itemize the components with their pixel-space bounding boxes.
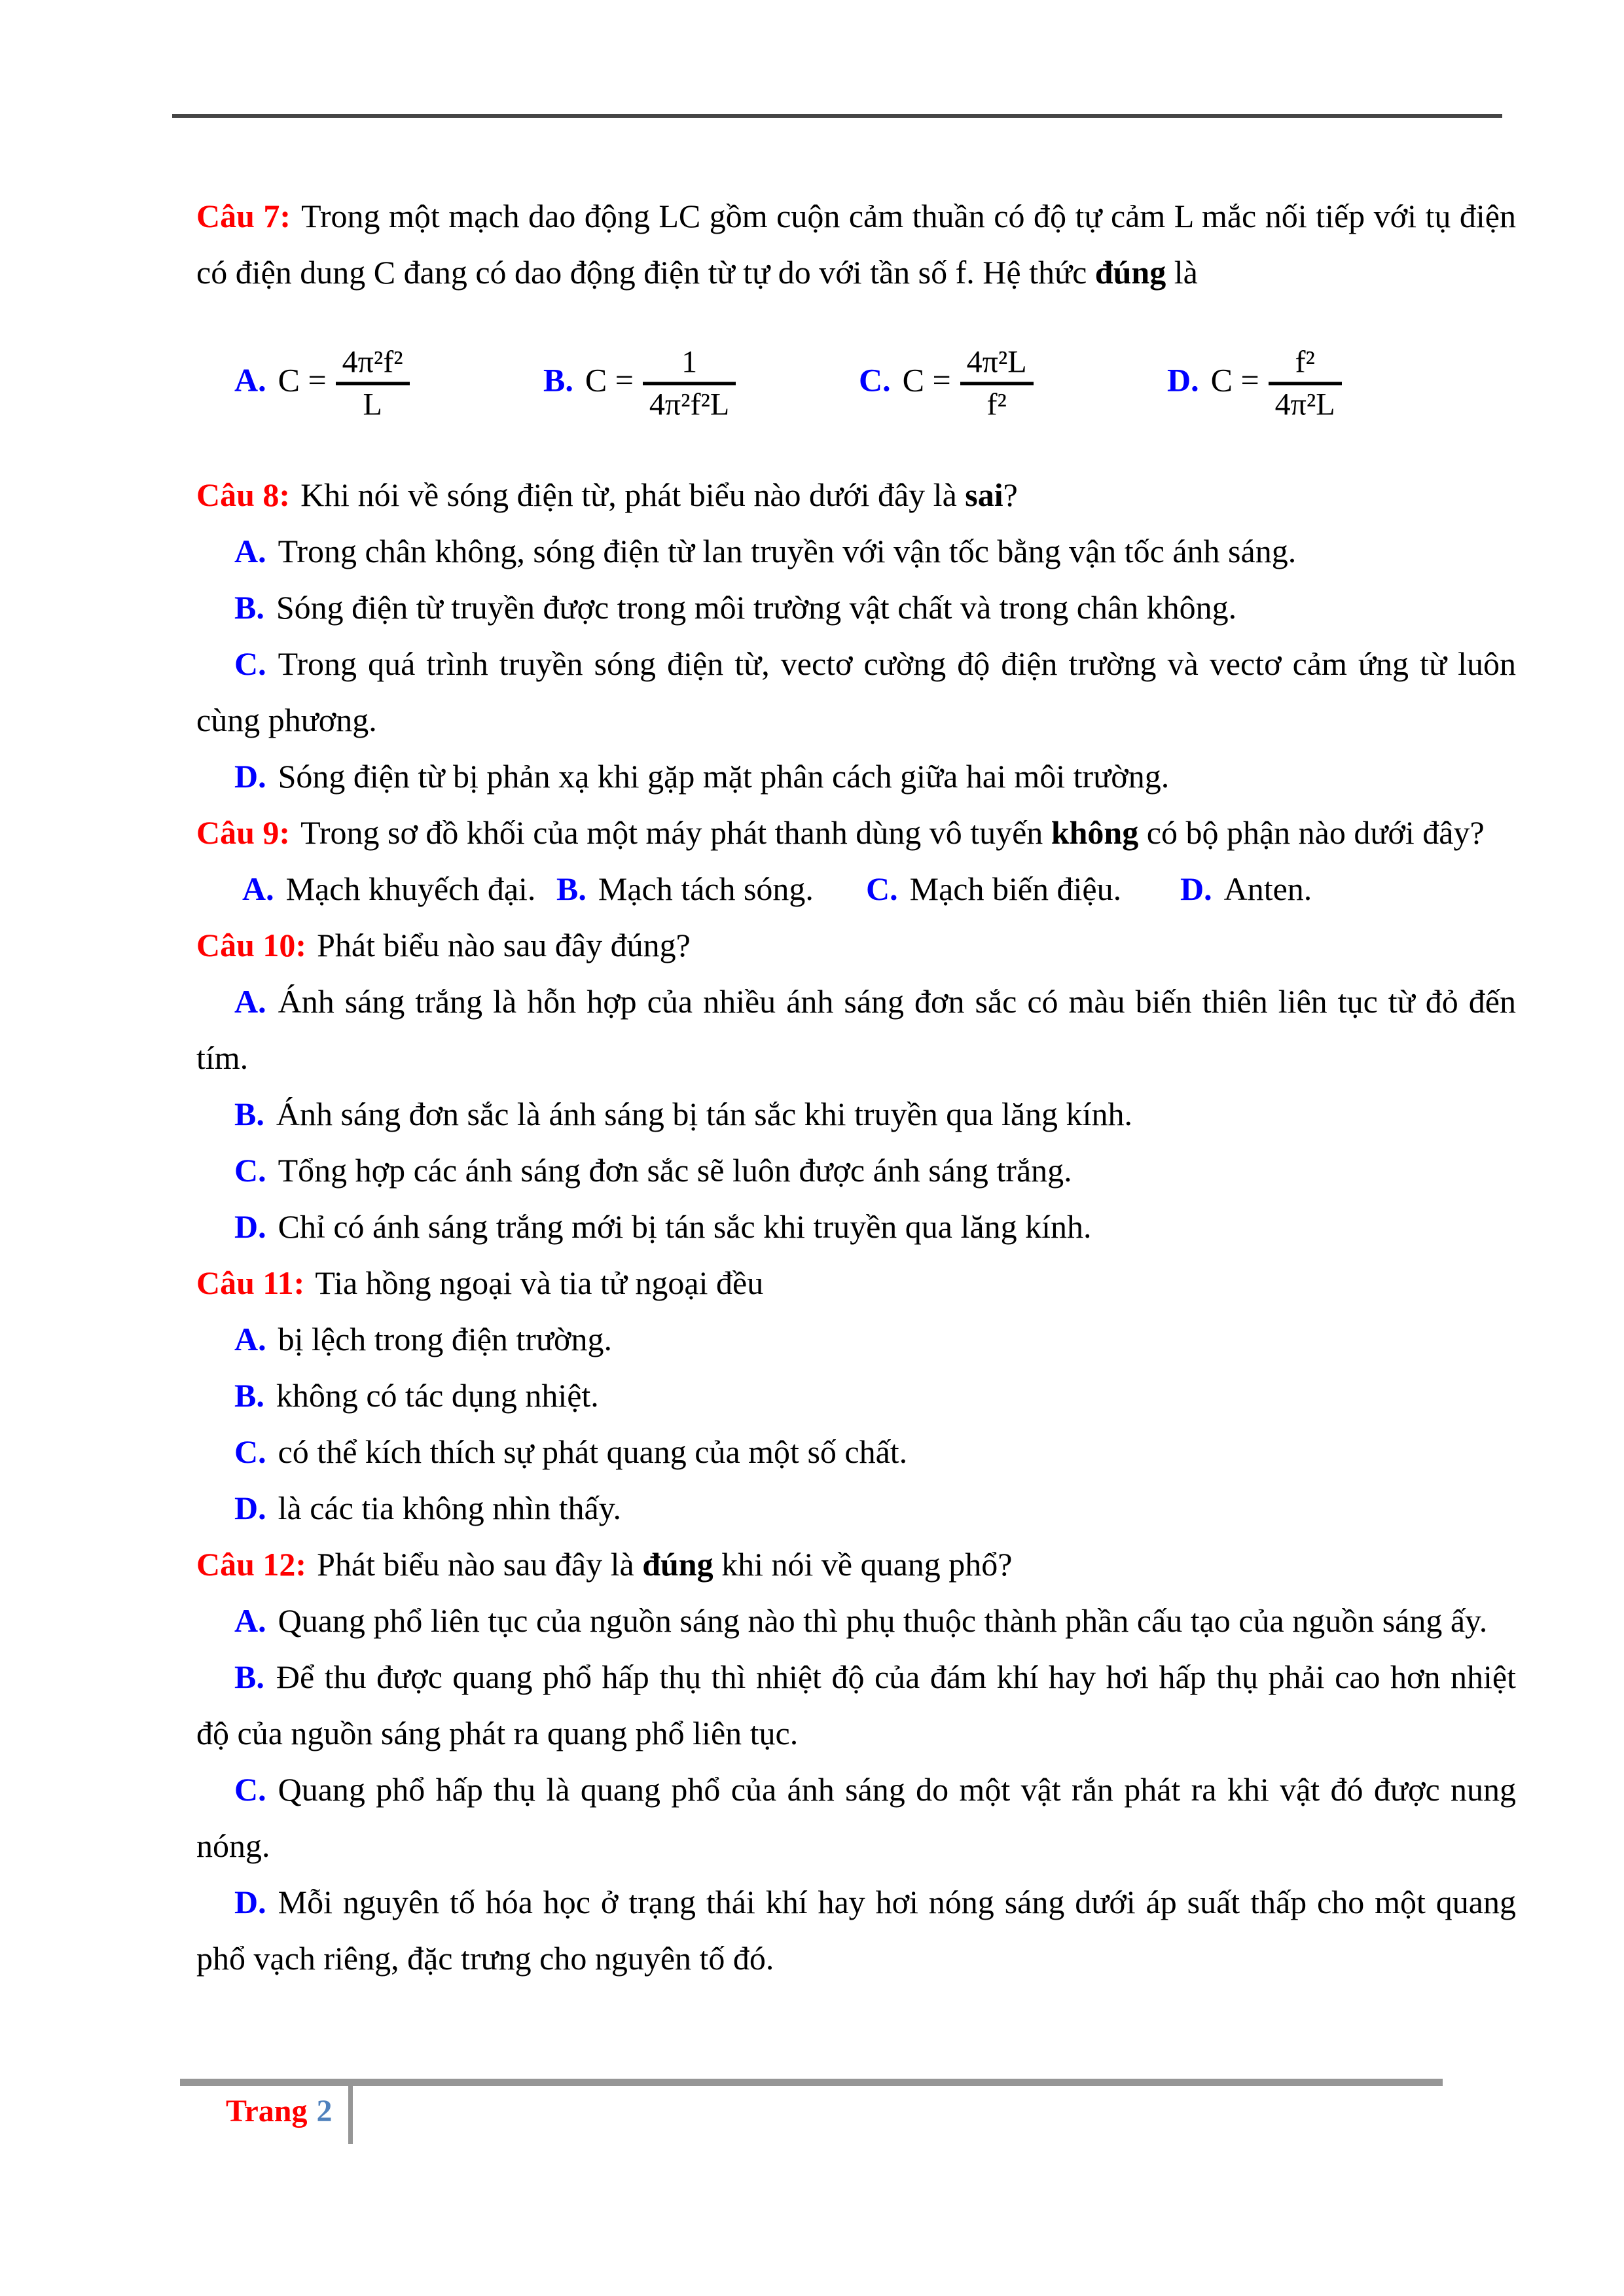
question-text — [196, 1536, 1516, 1592]
option-c — [196, 636, 1516, 748]
option-text: Ánh sáng trắng là hỗn hợp của nhiều ánh sáng đơn sắc có màu biến thiên liên tục từ đỏ đến tím. — [196, 983, 1516, 1076]
fraction-denominator: 4π²f²L — [643, 382, 736, 425]
option-text: Mạch khuyếch đại. — [285, 870, 536, 907]
option-text: Quang phổ liên tục của nguồn sáng nào thì phụ thuộc thành phần cấu tạo của nguồn sáng ấy. — [278, 1602, 1488, 1639]
option-letter: B. — [234, 589, 264, 626]
option-letter: C. — [234, 1771, 266, 1808]
option-letter: A. — [234, 983, 266, 1020]
exam-content — [196, 188, 1516, 1986]
option-b — [196, 579, 1516, 636]
option-c — [196, 1761, 1516, 1874]
option-b — [196, 1086, 1516, 1142]
option-letter: A. — [234, 533, 266, 569]
option-c — [859, 343, 1034, 425]
fraction-numerator: 1 — [681, 344, 698, 380]
option-text: Chỉ có ánh sáng trắng mới bị tán sắc khi truyền qua lăng kính. — [278, 1208, 1092, 1245]
fraction-numerator: 4π²L — [966, 344, 1027, 380]
question-11 — [196, 1255, 1516, 1536]
header-rule — [172, 114, 1502, 118]
fraction-denominator: L — [336, 382, 410, 425]
option-text: là các tia không nhìn thấy. — [278, 1490, 621, 1526]
formula-lhs: C = — [902, 361, 951, 399]
question-body-after: có bộ phận nào dưới đây? — [1138, 814, 1485, 851]
question-text — [196, 1255, 1516, 1311]
option-a — [234, 343, 410, 425]
question-label: Câu 9: — [196, 814, 291, 851]
option-c — [866, 861, 1121, 917]
option-c — [196, 1424, 1516, 1480]
option-b — [543, 343, 736, 425]
option-letter: A. — [234, 1321, 266, 1357]
formula-lhs: C = — [585, 361, 634, 399]
option-letter: D. — [234, 758, 266, 795]
fraction — [643, 343, 736, 425]
option-letter: B. — [234, 1377, 264, 1414]
option-a — [196, 523, 1516, 579]
formula-lhs: C = — [1210, 361, 1259, 399]
inline-options-row — [196, 861, 1516, 917]
option-letter: C. — [234, 645, 266, 682]
option-d — [196, 1874, 1516, 1986]
option-text: Sóng điện từ truyền được trong môi trường vật chất và trong chân không. — [276, 589, 1237, 626]
question-bold-word: đúng — [642, 1546, 713, 1583]
option-d — [196, 1480, 1516, 1536]
question-body-after: ? — [1003, 476, 1018, 513]
question-10 — [196, 917, 1516, 1255]
option-a — [196, 973, 1516, 1086]
option-text: Mạch tách sóng. — [598, 870, 814, 907]
question-body: Trong một mạch dao động LC gồm cuộn cảm thuần có độ tự cảm L mắc nối tiếp với tụ điện có điện dung C đang có dao động điện từ tự do với tần số f. Hệ thức — [196, 198, 1516, 291]
option-text: Trong chân không, sóng điện từ lan truyền với vận tốc bằng vận tốc ánh sáng. — [278, 533, 1297, 569]
option-d — [1167, 343, 1342, 425]
option-text: Anten. — [1223, 870, 1312, 907]
question-body: Khi nói về sóng điện từ, phát biểu nào dưới đây là — [300, 476, 965, 513]
question-text — [196, 804, 1516, 861]
option-b — [196, 1367, 1516, 1424]
option-c — [196, 1142, 1516, 1198]
option-a — [196, 1592, 1516, 1649]
option-letter: A. — [234, 361, 266, 399]
option-text: Tổng hợp các ánh sáng đơn sắc sẽ luôn được ánh sáng trắng. — [278, 1152, 1072, 1189]
question-body-after: là — [1166, 254, 1198, 291]
option-letter: B. — [234, 1096, 264, 1132]
question-bold-word: sai — [965, 476, 1003, 513]
option-letter: A. — [234, 1602, 266, 1639]
option-letter: D. — [1167, 361, 1199, 399]
formula-lhs: C = — [278, 361, 327, 399]
option-text: bị lệch trong điện trường. — [278, 1321, 612, 1357]
page-number-value: 2 — [316, 2094, 333, 2128]
option-letter: B. — [543, 361, 573, 399]
option-letter: B. — [556, 870, 586, 907]
question-label: Câu 8: — [196, 476, 291, 513]
fraction — [1269, 343, 1342, 425]
question-label: Câu 11: — [196, 1265, 305, 1301]
fraction-denominator: f² — [960, 382, 1034, 425]
question-9 — [196, 804, 1516, 917]
option-letter: A. — [242, 870, 274, 907]
formula-options-row — [196, 300, 1516, 467]
question-bold-word: đúng — [1094, 254, 1166, 291]
option-text: Trong quá trình truyền sóng điện từ, vectơ cường độ điện trường và vectơ cảm ứng từ luôn cùng phương. — [196, 645, 1516, 738]
fraction — [960, 343, 1034, 425]
fraction-denominator: 4π²L — [1269, 382, 1342, 425]
option-text: không có tác dụng nhiệt. — [276, 1377, 599, 1414]
option-text: có thể kích thích sự phát quang của một số chất. — [278, 1433, 908, 1470]
question-label: Câu 7: — [196, 198, 291, 234]
option-letter: C. — [234, 1433, 266, 1470]
option-text: Quang phổ hấp thụ là quang phổ của ánh sáng do một vật rắn phát ra khi vật đó được nung nóng. — [196, 1771, 1516, 1864]
question-12 — [196, 1536, 1516, 1986]
page-number-label: Trang — [226, 2094, 308, 2128]
fraction — [336, 343, 410, 425]
question-bold-word: không — [1051, 814, 1139, 851]
question-text — [196, 188, 1516, 300]
option-letter: C. — [234, 1152, 266, 1189]
question-body-after: khi nói về quang phổ? — [713, 1546, 1013, 1583]
option-text: Sóng điện từ bị phản xạ khi gặp mặt phân cách giữa hai môi trường. — [278, 758, 1170, 795]
question-label: Câu 12: — [196, 1546, 307, 1583]
option-letter: D. — [1180, 870, 1212, 907]
option-d — [1180, 861, 1312, 917]
option-b — [556, 861, 814, 917]
question-8 — [196, 467, 1516, 804]
option-text: Để thu được quang phổ hấp thụ thì nhiệt độ của đám khí hay hơi hấp thụ phải cao hơn nhiệt độ của nguồn sáng phát ra quang phổ liên tục. — [196, 1659, 1516, 1751]
option-text: Mạch biến điệu. — [909, 870, 1122, 907]
question-body: Tia hồng ngoại và tia tử ngoại đều — [315, 1265, 764, 1301]
question-7 — [196, 188, 1516, 467]
footer-divider — [348, 2079, 353, 2144]
fraction-numerator: f² — [1295, 344, 1315, 380]
page-number — [226, 2093, 332, 2130]
fraction-numerator: 4π²f² — [342, 344, 403, 380]
option-letter: B. — [234, 1659, 264, 1695]
option-text: Mỗi nguyên tố hóa học ở trạng thái khí hay hơi nóng sáng dưới áp suất thấp cho một quang phổ vạch riêng, đặc trưng cho nguyên tố đó. — [196, 1884, 1516, 1977]
option-b — [196, 1649, 1516, 1761]
question-body: Phát biểu nào sau đây đúng? — [317, 927, 691, 963]
option-d — [196, 748, 1516, 804]
option-letter: D. — [234, 1884, 266, 1920]
question-label: Câu 10: — [196, 927, 307, 963]
footer-rule — [180, 2079, 1443, 2086]
question-text — [196, 917, 1516, 973]
option-d — [196, 1198, 1516, 1255]
option-letter: C. — [866, 870, 898, 907]
option-text: Ánh sáng đơn sắc là ánh sáng bị tán sắc khi truyền qua lăng kính. — [276, 1096, 1132, 1132]
option-letter: C. — [859, 361, 891, 399]
option-letter: D. — [234, 1490, 266, 1526]
option-a — [196, 1311, 1516, 1367]
question-body: Phát biểu nào sau đây là — [317, 1546, 643, 1583]
question-text — [196, 467, 1516, 523]
option-a — [242, 861, 535, 917]
option-letter: D. — [234, 1208, 266, 1245]
question-body: Trong sơ đồ khối của một máy phát thanh dùng vô tuyến — [300, 814, 1051, 851]
